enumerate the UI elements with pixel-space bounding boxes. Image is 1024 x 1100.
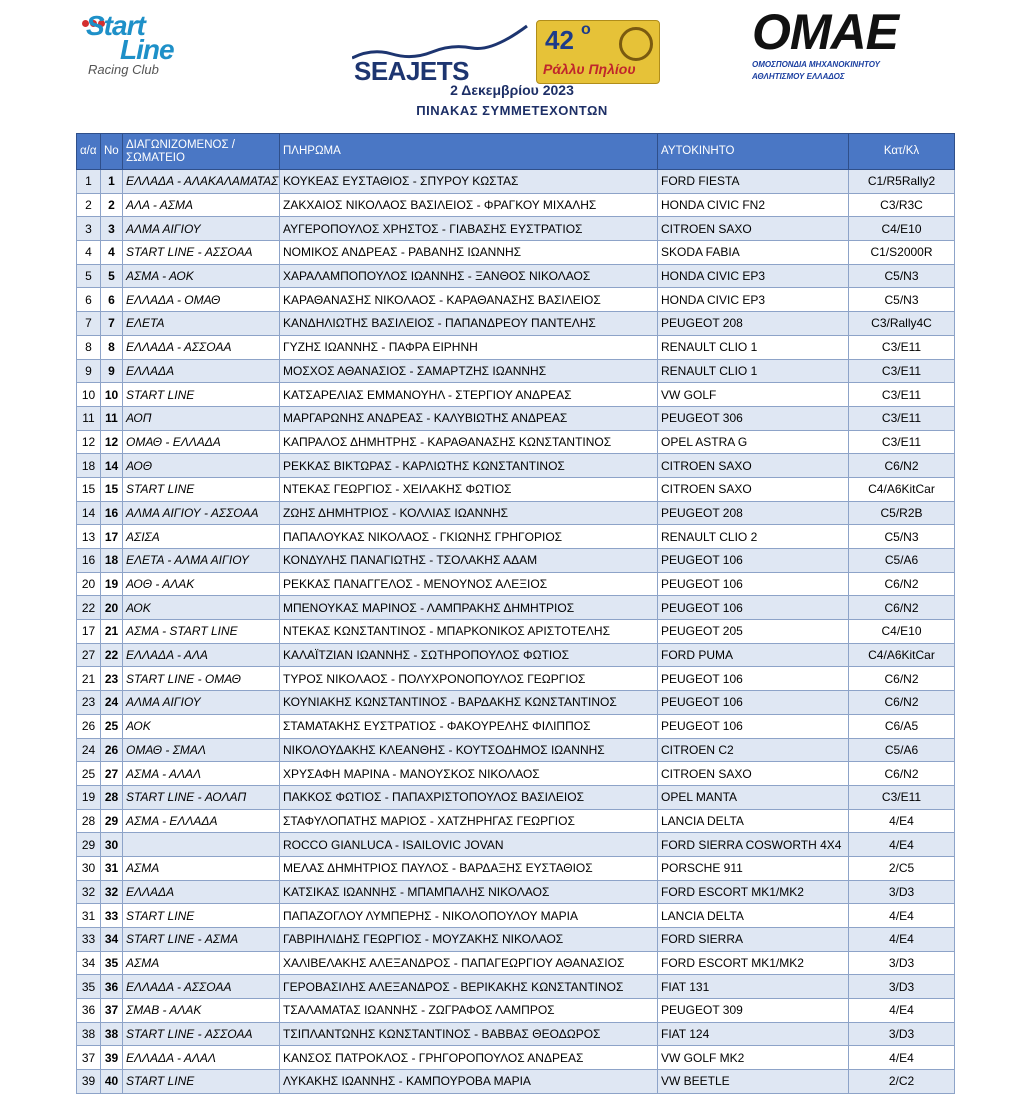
row-competitor: ΑΟΚ [123,596,280,620]
row-crew: ΧΑΛΙΒΕΛΑΚΗΣ ΑΛΕΞΑΝΔΡΟΣ - ΠΑΠΑΓΕΩΡΓΙΟΥ ΑΘΑΝΑΣΙΟΣ [280,951,658,975]
row-class: C5/N3 [849,288,955,312]
table-row [77,264,955,288]
row-competitor: START LINE - ΑΣΜΑ [123,928,280,952]
row-competitor: ΑΛΜΑ ΑΙΓΙΟΥ [123,691,280,715]
row-competitor: ΑΛΑ - ΑΣΜΑ [123,193,280,217]
row-class: C4/E10 [849,620,955,644]
row-car: PEUGEOT 208 [658,312,849,336]
row-no: 37 [101,999,123,1023]
row-car: CITROEN SAXO [658,454,849,478]
row-aa: 28 [77,809,101,833]
row-no: 12 [101,430,123,454]
row-no: 34 [101,928,123,952]
rally-number: 42 [545,25,574,55]
omae-title: ΟΜΑΕ [752,4,898,60]
row-no: 17 [101,525,123,549]
row-crew: ΚΟΥΚΕΑΣ ΕΥΣΤΑΘΙΟΣ - ΣΠΥΡΟΥ ΚΩΣΤΑΣ [280,170,658,194]
row-class: C5/N3 [849,264,955,288]
row-aa: 33 [77,928,101,952]
row-car: VW BEETLE [658,1070,849,1094]
row-no: 14 [101,454,123,478]
table-row [77,430,955,454]
row-car: CITROEN C2 [658,738,849,762]
table-row [77,525,955,549]
row-car: LANCIA DELTA [658,809,849,833]
row-aa: 16 [77,549,101,573]
row-class: C3/E11 [849,785,955,809]
row-class: 4/E4 [849,904,955,928]
row-class: 4/E4 [849,928,955,952]
row-aa: 29 [77,833,101,857]
table-row [77,785,955,809]
table-row [77,596,955,620]
row-crew: ΑΥΓΕΡΟΠΟΥΛΟΣ ΧΡΗΣΤΟΣ - ΓΙΑΒΑΣΗΣ ΕΥΣΤΡΑΤΙΟΣ [280,217,658,241]
row-no: 18 [101,549,123,573]
row-no: 4 [101,241,123,265]
table-row [77,383,955,407]
table-row [77,762,955,786]
row-no: 29 [101,809,123,833]
row-no: 7 [101,312,123,336]
row-class: C3/E11 [849,430,955,454]
row-crew: ΠΑΠΑΖΟΓΛΟΥ ΛΥΜΠΕΡΗΣ - ΝΙΚΟΛΟΠΟΥΛΟΥ ΜΑΡΙΑ [280,904,658,928]
row-car: OPEL ASTRA G [658,430,849,454]
row-aa: 13 [77,525,101,549]
table-row [77,477,955,501]
row-car: FIAT 124 [658,1022,849,1046]
omae-logo [752,4,902,81]
row-aa: 19 [77,785,101,809]
row-crew: ΤΣΙΠΛΑΝΤΩΝΗΣ ΚΩΝΣΤΑΝΤΙΝΟΣ - ΒΑΒΒΑΣ ΘΕΟΔΩΡΟΣ [280,1022,658,1046]
row-car: FORD SIERRA COSWORTH 4X4 [658,833,849,857]
row-no: 19 [101,572,123,596]
table-row [77,406,955,430]
row-no: 15 [101,477,123,501]
page-title: ΠΙΝΑΚΑΣ ΣΥΜΜΕΤΕΧΟΝΤΩΝ [416,103,608,118]
row-competitor: START LINE [123,383,280,407]
row-class: C6/A5 [849,714,955,738]
row-aa: 14 [77,501,101,525]
row-class: C6/N2 [849,691,955,715]
row-aa: 38 [77,1022,101,1046]
table-row [77,738,955,762]
table-row [77,454,955,478]
row-aa: 12 [77,430,101,454]
row-competitor: ΕΛΛΑΔΑ - ΑΛΑΚΑΛΑΜΑΤΑΣ [123,170,280,194]
rally-badge [536,20,660,84]
row-no: 39 [101,1046,123,1070]
row-class: 2/C5 [849,856,955,880]
table-row [77,335,955,359]
logo-word-3: Racing Club [88,62,159,77]
row-crew: ΚΑΤΣΑΡΕΛΙΑΣ ΕΜΜΑΝΟΥΗΛ - ΣΤΕΡΓΙΟΥ ΑΝΔΡΕΑΣ [280,383,658,407]
row-no: 26 [101,738,123,762]
row-car: PEUGEOT 306 [658,406,849,430]
row-no: 22 [101,643,123,667]
row-car: VW GOLF MK2 [658,1046,849,1070]
row-class: C3/E11 [849,383,955,407]
table-row [77,691,955,715]
row-crew: ΚΟΥΝΙΑΚΗΣ ΚΩΝΣΤΑΝΤΙΝΟΣ - ΒΑΡΔΑΚΗΣ ΚΩΝΣΤΑΝΤΙΝΟΣ [280,691,658,715]
entry-list-table [76,133,955,1094]
row-crew: ΣΤΑΜΑΤΑΚΗΣ ΕΥΣΤΡΑΤΙΟΣ - ΦΑΚΟΥΡΕΛΗΣ ΦΙΛΙΠΠΟΣ [280,714,658,738]
row-car: LANCIA DELTA [658,904,849,928]
row-crew: ΜΠΕΝΟΥΚΑΣ ΜΑΡΙΝΟΣ - ΛΑΜΠΡΑΚΗΣ ΔΗΜΗΤΡΙΟΣ [280,596,658,620]
start-line-logo [80,8,220,78]
row-aa: 26 [77,714,101,738]
row-no: 2 [101,193,123,217]
row-class: C3/E11 [849,335,955,359]
row-competitor: START LINE [123,1070,280,1094]
rally-name: Ράλλυ Πηλίου [543,61,636,77]
row-competitor: ΕΛΛΑΔΑ - ΟΜΑΘ [123,288,280,312]
row-car: HONDA CIVIC EP3 [658,264,849,288]
row-car: PEUGEOT 106 [658,596,849,620]
row-class: C6/N2 [849,596,955,620]
row-aa: 32 [77,880,101,904]
row-crew: ΠΑΚΚΟΣ ΦΩΤΙΟΣ - ΠΑΠΑΧΡΙΣΤΟΠΟΥΛΟΣ ΒΑΣΙΛΕΙΟΣ [280,785,658,809]
speedometer-icon [619,27,653,61]
row-car: RENAULT CLIO 2 [658,525,849,549]
row-class: C3/E11 [849,359,955,383]
table-row [77,856,955,880]
row-car: PEUGEOT 106 [658,714,849,738]
row-no: 28 [101,785,123,809]
row-competitor: START LINE [123,904,280,928]
row-car: PEUGEOT 208 [658,501,849,525]
row-aa: 34 [77,951,101,975]
logo-word-1: Start [86,10,145,41]
row-aa: 37 [77,1046,101,1070]
row-class: 4/E4 [849,999,955,1023]
row-no: 8 [101,335,123,359]
row-no: 10 [101,383,123,407]
row-aa: 7 [77,312,101,336]
row-no: 31 [101,856,123,880]
row-competitor: ΟΜΑΘ - ΕΛΛΑΔΑ [123,430,280,454]
row-no: 30 [101,833,123,857]
row-crew: ΓΕΡΟΒΑΣΙΛΗΣ ΑΛΕΞΑΝΔΡΟΣ - ΒΕΡΙΚΑΚΗΣ ΚΩΝΣΤΑΝΤΙΝΟΣ [280,975,658,999]
row-car: FORD PUMA [658,643,849,667]
table-row [77,1070,955,1094]
row-aa: 15 [77,477,101,501]
row-aa: 6 [77,288,101,312]
row-no: 20 [101,596,123,620]
sponsor-name: SEAJETS [354,56,469,86]
row-car: HONDA CIVIC EP3 [658,288,849,312]
row-no: 38 [101,1022,123,1046]
row-crew: ΜΑΡΓΑΡΩΝΗΣ ΑΝΔΡΕΑΣ - ΚΑΛΥΒΙΩΤΗΣ ΑΝΔΡΕΑΣ [280,406,658,430]
row-crew: ΓΥΖΗΣ ΙΩΑΝΝΗΣ - ΠΑΦΡΑ ΕΙΡΗΝΗ [280,335,658,359]
row-no: 23 [101,667,123,691]
row-class: C5/N3 [849,525,955,549]
row-crew: ΛΥΚΑΚΗΣ ΙΩΑΝΝΗΣ - ΚΑΜΠΟΥΡΟΒΑ ΜΑΡΙΑ [280,1070,658,1094]
row-no: 24 [101,691,123,715]
row-crew: ΚΑΝΔΗΛΙΩΤΗΣ ΒΑΣΙΛΕΙΟΣ - ΠΑΠΑΝΔΡΕΟΥ ΠΑΝΤΕΛΗΣ [280,312,658,336]
table-row [77,359,955,383]
row-crew: ΚΑΠΡΑΛΟΣ ΔΗΜΗΤΡΗΣ - ΚΑΡΑΘΑΝΑΣΗΣ ΚΩΝΣΤΑΝΤΙΝΟΣ [280,430,658,454]
row-no: 36 [101,975,123,999]
seajets-logo [352,22,537,86]
row-class: C5/R2B [849,501,955,525]
row-class: C4/E10 [849,217,955,241]
row-no: 27 [101,762,123,786]
row-car: PEUGEOT 205 [658,620,849,644]
row-car: RENAULT CLIO 1 [658,359,849,383]
row-crew: ΜΕΛΑΣ ΔΗΜΗΤΡΙΟΣ ΠΑΥΛΟΣ - ΒΑΡΔΑΞΗΣ ΕΥΣΤΑΘΙΟΣ [280,856,658,880]
row-aa: 17 [77,620,101,644]
row-no: 5 [101,264,123,288]
row-car: VW GOLF [658,383,849,407]
row-car: FORD ESCORT MK1/MK2 [658,880,849,904]
row-competitor: START LINE [123,477,280,501]
row-no: 35 [101,951,123,975]
row-competitor: ΕΛΛΑΔΑ [123,880,280,904]
row-no: 1 [101,170,123,194]
row-class: C1/S2000R [849,241,955,265]
row-aa: 9 [77,359,101,383]
row-class: 4/E4 [849,833,955,857]
row-competitor: ΑΣΜΑ - ΑΟΚ [123,264,280,288]
row-car: PEUGEOT 309 [658,999,849,1023]
row-aa: 11 [77,406,101,430]
row-competitor: ΑΟΘ [123,454,280,478]
table-row [77,288,955,312]
row-no: 6 [101,288,123,312]
row-class: C4/A6KitCar [849,643,955,667]
row-no: 33 [101,904,123,928]
row-competitor: ΑΟΠ [123,406,280,430]
row-crew: ΤΥΡΟΣ ΝΙΚΟΛΑΟΣ - ΠΟΛΥΧΡΟΝΟΠΟΥΛΟΣ ΓΕΩΡΓΙΟΣ [280,667,658,691]
row-car: FORD FIESTA [658,170,849,194]
row-car: RENAULT CLIO 1 [658,335,849,359]
row-competitor: ΕΛΛΑΔΑ - ΑΛΑΛ [123,1046,280,1070]
row-crew: ΣΤΑΦΥΛΟΠΑΤΗΣ ΜΑΡΙΟΣ - ΧΑΤΖΗΡΗΓΑΣ ΓΕΩΡΓΙΟΣ [280,809,658,833]
row-aa: 31 [77,904,101,928]
table-row [77,572,955,596]
row-competitor: ΑΟΚ [123,714,280,738]
row-aa: 23 [77,691,101,715]
row-competitor: ΕΛΛΑΔΑ - ΑΣΣΟΑΑ [123,335,280,359]
row-class: 4/E4 [849,809,955,833]
row-car: FORD ESCORT MK1/MK2 [658,951,849,975]
row-aa: 27 [77,643,101,667]
row-car: FORD SIERRA [658,928,849,952]
row-crew: ΚΑΛΑΪΤΖΙΑΝ ΙΩΑΝΝΗΣ - ΣΩΤΗΡΟΠΟΥΛΟΣ ΦΩΤΙΟΣ [280,643,658,667]
row-competitor: START LINE - ΑΣΣΟΑΑ [123,241,280,265]
table-row [77,1046,955,1070]
row-car: CITROEN SAXO [658,477,849,501]
row-class: C5/A6 [849,738,955,762]
row-competitor: ΕΛΕΤΑ [123,312,280,336]
row-competitor: ΑΟΘ - ΑΛΑΚ [123,572,280,596]
row-car: PORSCHE 911 [658,856,849,880]
table-row [77,1022,955,1046]
row-aa: 1 [77,170,101,194]
row-competitor: ΑΣΜΑ - ΕΛΛΑΔΑ [123,809,280,833]
row-aa: 10 [77,383,101,407]
row-competitor: ΣΜΑΒ - ΑΛΑΚ [123,999,280,1023]
row-crew: ΚΑΡΑΘΑΝΑΣΗΣ ΝΙΚΟΛΑΟΣ - ΚΑΡΑΘΑΝΑΣΗΣ ΒΑΣΙΛΕΙΟΣ [280,288,658,312]
row-competitor: ΟΜΑΘ - ΣΜΑΛ [123,738,280,762]
omae-sub-1: ΟΜΟΣΠΟΝΔΙΑ ΜΗΧΑΝΟΚΙΝΗΤΟΥ [752,60,880,69]
row-aa: 4 [77,241,101,265]
row-aa: 8 [77,335,101,359]
row-competitor: ΑΣΙΣΑ [123,525,280,549]
row-class: C1/R5Rally2 [849,170,955,194]
row-class: 3/D3 [849,880,955,904]
row-crew: ΓΑΒΡΙΗΛΙΔΗΣ ΓΕΩΡΓΙΟΣ - ΜΟΥΖΑΚΗΣ ΝΙΚΟΛΑΟΣ [280,928,658,952]
row-competitor: ΑΛΜΑ ΑΙΓΙΟΥ - ΑΣΣΟΑΑ [123,501,280,525]
row-aa: 5 [77,264,101,288]
row-class: 3/D3 [849,975,955,999]
row-competitor: START LINE - ΑΣΣΟΑΑ [123,1022,280,1046]
omae-sub-2: ΑΘΛΗΤΙΣΜΟΥ ΕΛΛΑΔΟΣ [752,72,845,81]
table-row [77,714,955,738]
row-crew: ΖΩΗΣ ΔΗΜΗΤΡΙΟΣ - ΚΟΛΛΙΑΣ ΙΩΑΝΝΗΣ [280,501,658,525]
table-row [77,833,955,857]
row-competitor: START LINE - ΟΜΑΘ [123,667,280,691]
table-row [77,501,955,525]
rally-degree: ο [581,21,591,38]
row-competitor: ΕΛΛΑΔΑ [123,359,280,383]
table-row [77,170,955,194]
row-class: 3/D3 [849,951,955,975]
row-crew: ΧΡΥΣΑΦΗ ΜΑΡΙΝΑ - ΜΑΝΟΥΣΚΟΣ ΝΙΚΟΛΑΟΣ [280,762,658,786]
row-no: 25 [101,714,123,738]
row-aa: 18 [77,454,101,478]
table-row [77,999,955,1023]
row-aa: 3 [77,217,101,241]
row-no: 32 [101,880,123,904]
table-row [77,880,955,904]
row-car: PEUGEOT 106 [658,667,849,691]
row-aa: 39 [77,1070,101,1094]
row-crew: ΝΙΚΟΛΟΥΔΑΚΗΣ ΚΛΕΑΝΘΗΣ - ΚΟΥΤΣΟΔΗΜΟΣ ΙΩΑΝΝΗΣ [280,738,658,762]
row-class: C6/N2 [849,454,955,478]
row-class: 2/C2 [849,1070,955,1094]
table-body [77,170,955,1094]
row-aa: 30 [77,856,101,880]
row-competitor: ΕΛΕΤΑ - ΑΛΜΑ ΑΙΓΙΟΥ [123,549,280,573]
table-row [77,809,955,833]
row-competitor: ΑΛΜΑ ΑΙΓΙΟΥ [123,217,280,241]
row-no: 9 [101,359,123,383]
row-car: CITROEN SAXO [658,217,849,241]
row-competitor: START LINE - ΑΟΛΑΠ [123,785,280,809]
table-row [77,312,955,336]
row-aa: 25 [77,762,101,786]
row-crew: ΜΟΣΧΟΣ ΑΘΑΝΑΣΙΟΣ - ΣΑΜΑΡΤΖΗΣ ΙΩΑΝΝΗΣ [280,359,658,383]
row-aa: 24 [77,738,101,762]
header-competitor: ΔΙΑΓΩΝΙΖΟΜΕΝΟΣ / ΣΩΜΑΤΕΙΟ [123,134,280,170]
row-competitor: ΑΣΜΑ [123,951,280,975]
row-crew: ΝΤΕΚΑΣ ΓΕΩΡΓΙΟΣ - ΧΕΙΛΑΚΗΣ ΦΩΤΙΟΣ [280,477,658,501]
row-car: PEUGEOT 106 [658,691,849,715]
row-class: C6/N2 [849,762,955,786]
row-no: 3 [101,217,123,241]
table-row [77,951,955,975]
row-no: 21 [101,620,123,644]
row-competitor: ΕΛΛΑΔΑ - ΑΣΣΟΑΑ [123,975,280,999]
header-no: Νο [101,134,123,170]
table-row [77,193,955,217]
row-class: C3/E11 [849,406,955,430]
row-class: C4/A6KitCar [849,477,955,501]
row-crew: ΝΤΕΚΑΣ ΚΩΝΣΤΑΝΤΙΝΟΣ - ΜΠΑΡΚΟΝΙΚΟΣ ΑΡΙΣΤΟΤΕΛΗΣ [280,620,658,644]
table-row [77,217,955,241]
row-class: 4/E4 [849,1046,955,1070]
row-crew: ΚΟΝΔΥΛΗΣ ΠΑΝΑΓΙΩΤΗΣ - ΤΣΟΛΑΚΗΣ ΑΔΑΜ [280,549,658,573]
row-aa: 36 [77,999,101,1023]
row-aa: 22 [77,596,101,620]
row-car: PEUGEOT 106 [658,549,849,573]
row-crew: ΠΑΠΑΛΟΥΚΑΣ ΝΙΚΟΛΑΟΣ - ΓΚΙΩΝΗΣ ΓΡΗΓΟΡΙΟΣ [280,525,658,549]
header-car: ΑΥΤΟΚΙΝΗΤΟ [658,134,849,170]
table-row [77,904,955,928]
row-class: C3/Rally4C [849,312,955,336]
table-row [77,241,955,265]
row-crew: ΤΣΑΛΑΜΑΤΑΣ ΙΩΑΝΝΗΣ - ΖΩΓΡΑΦΟΣ ΛΑΜΠΡΟΣ [280,999,658,1023]
table-row [77,975,955,999]
header-aa: α/α [77,134,101,170]
table-row [77,549,955,573]
row-crew: ΡΕΚΚΑΣ ΒΙΚΤΩΡΑΣ - ΚΑΡΛΙΩΤΗΣ ΚΩΝΣΤΑΝΤΙΝΟΣ [280,454,658,478]
row-car: FIAT 131 [658,975,849,999]
header-class: Κατ/Κλ [849,134,955,170]
row-no: 40 [101,1070,123,1094]
row-aa: 35 [77,975,101,999]
table-row [77,667,955,691]
header-crew: ΠΛΗΡΩΜΑ [280,134,658,170]
row-no: 16 [101,501,123,525]
row-class: C5/A6 [849,549,955,573]
logo-word-2: Line [120,34,174,65]
table-row [77,643,955,667]
row-class: C6/N2 [849,572,955,596]
row-aa: 2 [77,193,101,217]
row-competitor: ΑΣΜΑ - ΑΛΑΛ [123,762,280,786]
row-car: PEUGEOT 106 [658,572,849,596]
row-aa: 20 [77,572,101,596]
row-crew: ΧΑΡΑΛΑΜΠΟΠΟΥΛΟΣ ΙΩΑΝΝΗΣ - ΞΑΝΘΟΣ ΝΙΚΟΛΑΟΣ [280,264,658,288]
row-crew: ROCCO GIANLUCA - ISAILOVIC JOVAN [280,833,658,857]
row-crew: ΖΑΚΧΑΙΟΣ ΝΙΚΟΛΑΟΣ ΒΑΣΙΛΕΙΟΣ - ΦΡΑΓΚΟΥ ΜΙΧΑΛΗΣ [280,193,658,217]
row-car: OPEL MANTA [658,785,849,809]
row-competitor: ΕΛΛΑΔΑ - ΑΛΑ [123,643,280,667]
row-aa: 21 [77,667,101,691]
row-car: CITROEN SAXO [658,762,849,786]
table-row [77,620,955,644]
row-car: HONDA CIVIC FN2 [658,193,849,217]
row-car: SKODA FABIA [658,241,849,265]
row-competitor: ΑΣΜΑ - START LINE [123,620,280,644]
row-crew: ΡΕΚΚΑΣ ΠΑΝΑΓΓΕΛΟΣ - ΜΕΝΟΥΝΟΣ ΑΛΕΞΙΟΣ [280,572,658,596]
table-header-row [77,134,955,170]
row-crew: ΚΑΤΣΙΚΑΣ ΙΩΑΝΝΗΣ - ΜΠΑΜΠΑΛΗΣ ΝΙΚΟΛΑΟΣ [280,880,658,904]
table-row [77,928,955,952]
row-crew: ΝΟΜΙΚΟΣ ΑΝΔΡΕΑΣ - ΡΑΒΑΝΗΣ ΙΩΑΝΝΗΣ [280,241,658,265]
row-class: 3/D3 [849,1022,955,1046]
row-competitor [123,833,280,857]
row-no: 11 [101,406,123,430]
row-class: C3/R3C [849,193,955,217]
row-class: C6/N2 [849,667,955,691]
event-date: 2 Δεκεμβρίου 2023 [450,82,574,98]
row-competitor: ΑΣΜΑ [123,856,280,880]
row-crew: ΚΑΝΣΟΣ ΠΑΤΡΟΚΛΟΣ - ΓΡΗΓΟΡΟΠΟΥΛΟΣ ΑΝΔΡΕΑΣ [280,1046,658,1070]
